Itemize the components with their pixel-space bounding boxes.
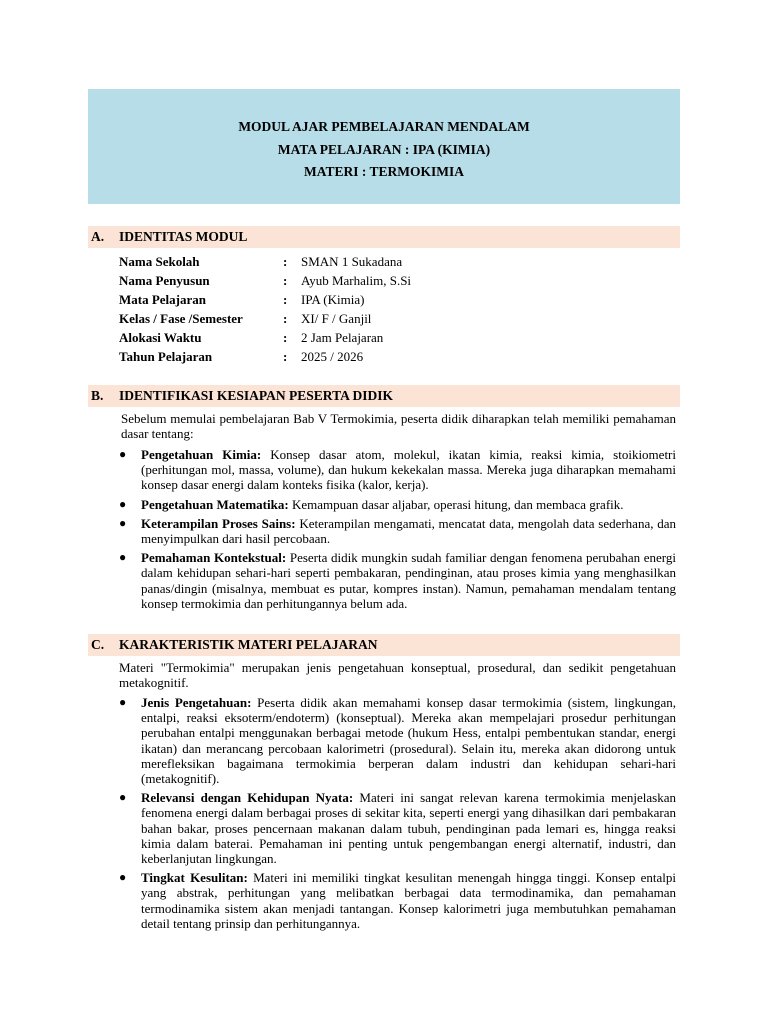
bullet-icon: ●	[119, 870, 127, 885]
bullet-text: Keterampilan mengamati, mencatat data, mengolah data sederhana, dan menyimpulkan dari hasil percobaan.	[141, 515, 676, 547]
bullet-icon: ●	[119, 447, 127, 461]
bullet-icon: ●	[119, 515, 127, 530]
bullet-icon: ●	[119, 550, 127, 565]
section-c-heading	[88, 634, 680, 656]
title-line-1: MODUL AJAR PEMBELAJARAN MENDALAM	[238, 119, 530, 134]
identity-value: 2025 / 2026	[301, 349, 364, 364]
section-b-letter: B.	[91, 388, 104, 403]
bullet-text: Materi ini memiliki tingkat kesulitan menengah hingga tinggi. Konsep entalpi yang abstrak, perhitungan yang melibatkan berbagai data termodinamika, dan pemahaman termodinamika sistem akan menjadi tantangan. Konsep kalorimetri juga membutuhkan pemahaman detail tentang prinsip dan perhitungannya.	[141, 870, 676, 931]
title-line-2: MATA PELAJARAN : IPA (KIMIA)	[277, 141, 491, 157]
section-a-heading	[88, 226, 680, 248]
identity-colon: :	[283, 273, 288, 288]
bullet-term: Tingkat Kesulitan:	[141, 870, 248, 886]
identity-row	[119, 309, 679, 328]
section-b-intro	[121, 411, 676, 441]
list-item	[119, 497, 676, 512]
identity-value: SMAN 1 Sukadana	[301, 254, 403, 269]
bullet-term: Pemahaman Kontekstual:	[141, 550, 287, 566]
identity-colon: :	[283, 254, 288, 269]
identity-colon: :	[283, 292, 288, 307]
bullet-icon: ●	[119, 790, 127, 805]
identity-row	[119, 347, 679, 366]
section-b-heading	[88, 385, 680, 407]
identity-row	[119, 328, 679, 347]
bullet-text: Peserta didik akan memahami konsep dasar termokimia (sistem, lingkungan, entalpi, reaksi eksoterm/endoterm) (konseptual). Mereka akan mempelajari prosedur perhitungan perubahan entalpi menggunakan berbagai metode (hukum Hess, entalpi pembentukan standar, energi ikatan) dan merancang percobaan kalorimetri (prosedural). Selain itu, mereka akan didorong untuk merefleksikan bagaimana termokimia berperan dalam industri dan kehidupan sehari-hari (metakognitif).	[141, 695, 677, 787]
identity-colon: :	[283, 311, 288, 326]
section-c-letter: C.	[91, 637, 105, 652]
identity-label: Alokasi Waktu	[119, 330, 202, 345]
bullet-term: Jenis Pengetahuan:	[141, 695, 252, 710]
section-c-title: KARAKTERISTIK MATERI PELAJARAN	[119, 637, 378, 652]
list-item	[119, 695, 676, 786]
bullet-term: Pengetahuan Kimia:	[141, 447, 262, 462]
list-item	[119, 870, 676, 931]
identity-row	[119, 252, 679, 271]
bullet-text: Materi ini sangat relevan karena termokimia menjelaskan fenomena energi dalam berbagai proses di sekitar kita, seperti energi yang dihasilkan dari pembakaran bahan bakar, proses pencernaan makanan dalam tubuh, pendinginan pada lemari es, hingga reaksi kimia dalam baterai. Pemahaman ini penting untuk pengembangan energi alternatif, industri, dan keberlanjutan lingkungan.	[141, 790, 676, 867]
identity-colon: :	[283, 349, 288, 364]
list-item	[119, 790, 676, 866]
bullet-text: Peserta didik mungkin sudah familiar dengan fenomena perubahan energi dalam kehidupan sehari-hari seperti pembakaran, pendinginan, atau proses kimia yang menghasilkan panas/dingin (misalnya, membuat es putar, kompres instan). Namun, pemahaman mendalam tentang konsep termokimia dan perhitungannya belum ada.	[141, 550, 677, 611]
bullet-icon: ●	[119, 496, 127, 511]
section-a-title: IDENTITAS MODUL	[119, 229, 248, 244]
module-title-box	[88, 89, 680, 204]
list-item	[119, 447, 676, 493]
section-b-title: IDENTIFIKASI KESIAPAN PESERTA DIDIK	[119, 388, 393, 403]
identity-label: Mata Pelajaran	[119, 292, 207, 307]
section-c-bullet-list	[119, 695, 676, 935]
bullet-term: Keterampilan Proses Sains:	[141, 515, 296, 531]
section-c-intro-text: Materi "Termokimia" merupakan jenis pengetahuan konseptual, prosedural, dan sedikit pengetahuan metakognitif.	[119, 660, 676, 691]
identity-label: Kelas / Fase /Semester	[119, 311, 243, 326]
bullet-term: Pengetahuan Matematika:	[141, 496, 289, 512]
identity-row	[119, 271, 679, 290]
section-b-bullet-list	[119, 447, 676, 615]
bullet-icon: ●	[119, 695, 127, 709]
identity-label: Tahun Pelajaran	[119, 349, 213, 364]
section-b-intro-text: Sebelum memulai pembelajaran Bab V Termokimia, peserta didik diharapkan telah memiliki pemahaman dasar tentang:	[121, 411, 676, 442]
identity-label: Nama Sekolah	[119, 254, 200, 269]
title-line-3: MATERI : TERMOKIMIA	[303, 164, 464, 179]
bullet-term: Relevansi dengan Kehidupan Nyata:	[141, 790, 354, 806]
section-a-letter: A.	[91, 229, 105, 244]
identity-value: 2 Jam Pelajaran	[301, 330, 384, 345]
bullet-text: Konsep dasar atom, molekul, ikatan kimia, reaksi kimia, stoikiometri (perhitungan mol, massa, volume), dan hukum kekekalan massa. Mereka juga diharapkan memahami konsep dasar energi dalam konteks fisika (kalor, kerja).	[141, 447, 676, 493]
identity-label: Nama Penyusun	[119, 273, 210, 288]
bullet-text: Kemampuan dasar aljabar, operasi hitung, dan membaca grafik.	[288, 496, 624, 512]
list-item	[119, 550, 676, 611]
identity-value: Ayub Marhalim, S.Si	[301, 273, 412, 288]
section-c-intro	[119, 660, 676, 690]
identity-value: XI/ F / Ganjil	[301, 311, 372, 326]
list-item	[119, 516, 676, 546]
identity-value: IPA (Kimia)	[301, 292, 365, 307]
identity-row	[119, 290, 679, 309]
identity-table	[119, 252, 679, 366]
identity-colon: :	[283, 330, 288, 345]
